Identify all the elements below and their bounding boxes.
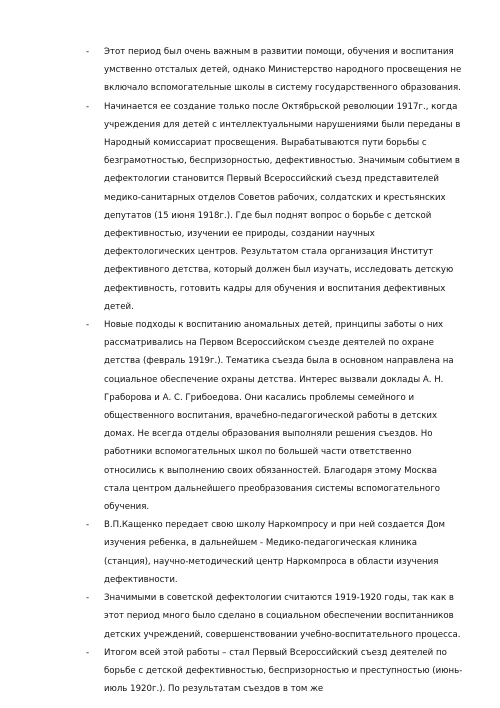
bullet-dash: - [86, 47, 90, 57]
bullet-dash: - [86, 647, 90, 658]
paragraph-text: Итогом всей этой работы – стал Первый Всероссийский съезд деятелей по борьбе с детской дефективностью, беспризорностью и преступностью (июнь-июль 1920г.). По результатам съездов в том же [104, 647, 463, 695]
paragraph-text: Этот период был очень важным в развитии помощи, обучения и воспитания умственно отсталых детей, однако Министерство народного просвещения не включало вспомогательные школы в систему государственного образования. [104, 47, 462, 94]
bullet-dash: - [86, 593, 90, 604]
bullet-list [84, 43, 464, 698]
list-item [84, 316, 464, 516]
bullet-dash: - [86, 101, 90, 112]
paragraph-text: В.П.Кащенко передает свою школу Наркомпросу и при ней создается Дом изучения ребенка, в дальнейшем - Медико-педагогическая клиника (станция), научно-методический центр Наркомпроса в области изучения дефективности. [104, 520, 445, 585]
list-item [84, 516, 464, 589]
paragraph-text: Значимыми в советской дефектологии считаются 1919-1920 годы, так как в этот период много было сделано в социальном обеспечении воспитанников детских учреждений, совершенствовании учебно-воспитательного процесса. [104, 593, 461, 640]
list-item [84, 43, 464, 98]
list-item [84, 98, 464, 316]
bullet-dash: - [86, 320, 90, 331]
list-item [84, 644, 464, 699]
paragraph-text: Начинается ее создание только после Октябрьской революции 1917г., когда учреждения для детей с интеллектуальными нарушениями были переданы в Народный комиссариат просвещения. Вырабатываются пути борьбы с безграмотностью, беспризорностью, дефективностью. Значимым событием в дефектологии становится Первый Всероссийский съезд представителей медико-санитарных отделов Советов рабочих, солдатских и крестьянских депутатов (15 июня 1918г.). Где был поднят вопрос о борьбе с детской дефективностью, изучении ее природы, создании научных дефектологических центров. Результатом стала организация Институт дефективного детства, который должен был изучать, исследовать детскую дефективность, готовить кадры для обучения и воспитания дефективных детей. [104, 101, 461, 312]
list-item [84, 589, 464, 644]
paragraph-text: Новые подходы к воспитанию аномальных детей, принципы заботы о них рассматривались на Первом Всероссийском съезде деятелей по охране детства (февраль 1919г.). Тематика съезда была в основном направлена на социальное обеспечение охраны детства. Интерес вызвали доклады А. Н. Граборова и А. С. Грибоедова. Они касались проблемы семейного и общественного воспитания, врачебно-педагогической работы в детских домах. Не всегда отделы образования выполняли решения съездов. Но работники вспомогательных школ по большей части ответственно относились к выполнению своих обязанностей. Благодаря этому Москва стала центром дальнейшего преобразования системы вспомогательного обучения. [104, 320, 454, 513]
bullet-dash: - [86, 520, 90, 531]
